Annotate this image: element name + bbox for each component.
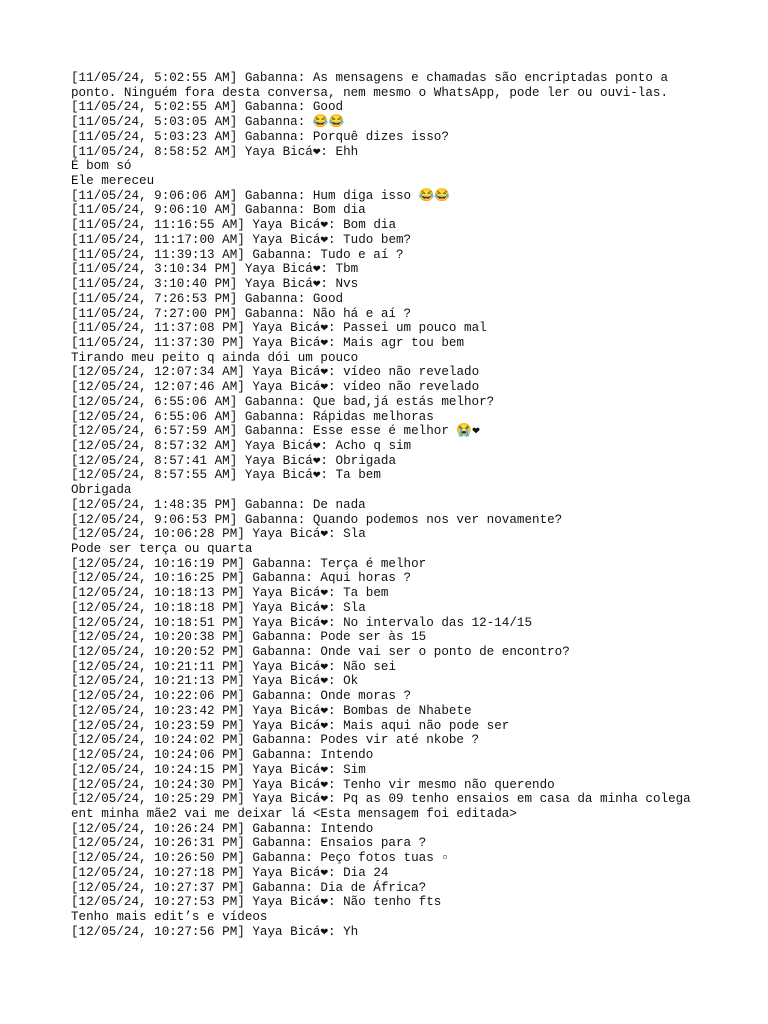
transcript-line: [11/05/24, 11:39:13 AM] Gabanna: Tudo e aí ? (71, 247, 404, 262)
transcript-line: [12/05/24, 10:21:13 PM] Yaya Bicá❤: Ok (71, 674, 359, 689)
transcript-line: [12/05/24, 6:55:06 AM] Gabanna: Que bad,já estás melhor? (71, 394, 495, 409)
transcript-line: É bom só (71, 159, 132, 174)
transcript-line: [11/05/24, 11:16:55 AM] Yaya Bicá❤: Bom dia (71, 218, 396, 233)
transcript-line: [12/05/24, 10:20:38 PM] Gabanna: Pode ser às 15 (71, 630, 427, 645)
transcript-line: [11/05/24, 9:06:10 AM] Gabanna: Bom dia (71, 203, 366, 218)
transcript-line: [11/05/24, 7:27:00 PM] Gabanna: Não há e aí ? (71, 306, 412, 321)
transcript-line: [12/05/24, 8:57:55 AM] Yaya Bicá❤: Ta bem (71, 468, 381, 483)
transcript-line: [12/05/24, 12:07:46 AM] Yaya Bicá❤: vídeo não revelado (71, 380, 480, 395)
transcript-line: [12/05/24, 10:26:31 PM] Gabanna: Ensaios para ? (71, 836, 427, 851)
transcript-line: [12/05/24, 10:25:29 PM] Yaya Bicá❤: Pq as 09 tenho ensaios em casa da minha colega (71, 792, 691, 807)
transcript-line: [12/05/24, 12:07:34 AM] Yaya Bicá❤: vídeo não revelado (71, 365, 480, 380)
transcript-line: [11/05/24, 11:37:08 PM] Yaya Bicá❤: Passei um pouco mal (71, 321, 487, 336)
transcript-line: [11/05/24, 5:03:05 AM] Gabanna: 😂😂 (71, 115, 345, 130)
transcript-line: [12/05/24, 10:20:52 PM] Gabanna: Onde vai ser o ponto de encontro? (71, 645, 570, 660)
transcript-line: [11/05/24, 11:37:30 PM] Yaya Bicá❤: Mais agr tou bem (71, 335, 465, 350)
transcript-line: [11/05/24, 3:10:40 PM] Yaya Bicá❤: Nvs (71, 277, 359, 292)
transcript-line: [11/05/24, 11:17:00 AM] Yaya Bicá❤: Tudo bem? (71, 232, 412, 247)
transcript-line: [12/05/24, 10:24:02 PM] Gabanna: Podes vir até nkobe ? (71, 733, 480, 748)
transcript-line: [12/05/24, 10:18:18 PM] Yaya Bicá❤: Sla (71, 600, 366, 615)
transcript-line: [12/05/24, 10:24:30 PM] Yaya Bicá❤: Tenho vir mesmo não querendo (71, 777, 555, 792)
transcript-line: [12/05/24, 10:16:25 PM] Gabanna: Aqui horas ? (71, 571, 412, 586)
transcript-line: [12/05/24, 8:57:41 AM] Yaya Bicá❤: Obrigada (71, 453, 396, 468)
transcript-line: [12/05/24, 10:27:18 PM] Yaya Bicá❤: Dia 24 (71, 865, 389, 880)
transcript-line: Ele mereceu (71, 174, 155, 189)
transcript-line: [11/05/24, 5:02:55 AM] Gabanna: As mensagens e chamadas são encriptadas ponto a (71, 71, 669, 85)
transcript-line: [12/05/24, 10:27:56 PM] Yaya Bicá❤: Yh (71, 924, 359, 939)
transcript-line: [12/05/24, 10:18:51 PM] Yaya Bicá❤: No intervalo das 12-14/15 (71, 615, 533, 630)
transcript-line: [12/05/24, 9:06:53 PM] Gabanna: Quando podemos nos ver novamente? (71, 512, 563, 527)
transcript-line: [11/05/24, 5:02:55 AM] Gabanna: Good (71, 100, 344, 115)
transcript-line: [11/05/24, 8:58:52 AM] Yaya Bicá❤: Ehh (71, 144, 359, 159)
transcript-line: Pode ser terça ou quarta (71, 542, 253, 556)
transcript-line: [12/05/24, 10:27:37 PM] Gabanna: Dia de África? (71, 880, 427, 895)
transcript-line: [12/05/24, 10:26:50 PM] Gabanna: Peço fotos tuas ▫ (71, 851, 449, 866)
transcript-line: [12/05/24, 10:27:53 PM] Yaya Bicá❤: Não tenho fts (71, 895, 442, 910)
transcript-line: [11/05/24, 7:26:53 PM] Gabanna: Good (71, 291, 344, 306)
transcript-line: Tenho mais edit’s e vídeos (71, 909, 268, 924)
transcript-line: [12/05/24, 10:23:59 PM] Yaya Bicá❤: Mais aqui não pode ser (71, 718, 510, 733)
transcript-line: [12/05/24, 10:24:06 PM] Gabanna: Intendo (71, 748, 374, 763)
transcript-line: [12/05/24, 6:55:06 AM] Gabanna: Rápidas melhoras (71, 409, 434, 424)
transcript-line: ent minha mãe2 vai me deixar lá <Esta mensagem foi editada> (71, 806, 517, 821)
transcript-line: [12/05/24, 10:06:28 PM] Yaya Bicá❤: Sla (71, 527, 366, 542)
transcript-line: [12/05/24, 10:24:15 PM] Yaya Bicá❤: Sim (71, 762, 366, 777)
transcript-line: [12/05/24, 10:21:11 PM] Yaya Bicá❤: Não sei (71, 659, 396, 674)
transcript-line: [12/05/24, 10:26:24 PM] Gabanna: Intendo (71, 821, 374, 836)
transcript-line: Obrigada (71, 483, 132, 498)
transcript-line: [12/05/24, 10:16:19 PM] Gabanna: Terça é melhor (71, 556, 427, 571)
transcript-line: [12/05/24, 10:18:13 PM] Yaya Bicá❤: Ta bem (71, 586, 389, 601)
transcript-line: [12/05/24, 10:22:06 PM] Gabanna: Onde moras ? (71, 689, 412, 704)
transcript-line: [12/05/24, 1:48:35 PM] Gabanna: De nada (71, 497, 366, 512)
transcript-line: [11/05/24, 9:06:06 AM] Gabanna: Hum diga isso 😂😂 (71, 188, 451, 203)
transcript-line: Tirando meu peito q ainda dói um pouco (71, 350, 359, 365)
chat-transcript-page (71, 71, 761, 939)
transcript-line: [11/05/24, 5:03:23 AM] Gabanna: Porquê dizes isso? (71, 129, 449, 144)
transcript-line: ponto. Ninguém fora desta conversa, nem mesmo o WhatsApp, pode ler ou ouvi-las. (71, 85, 669, 100)
transcript-line: [12/05/24, 6:57:59 AM] Gabanna: Esse esse é melhor 😭❤ (71, 424, 480, 439)
transcript-line: [12/05/24, 10:23:42 PM] Yaya Bicá❤: Bombas de Nhabete (71, 703, 472, 718)
transcript-line: [11/05/24, 3:10:34 PM] Yaya Bicá❤: Tbm (71, 262, 359, 277)
transcript-line: [12/05/24, 8:57:32 AM] Yaya Bicá❤: Acho q sim (71, 438, 412, 453)
